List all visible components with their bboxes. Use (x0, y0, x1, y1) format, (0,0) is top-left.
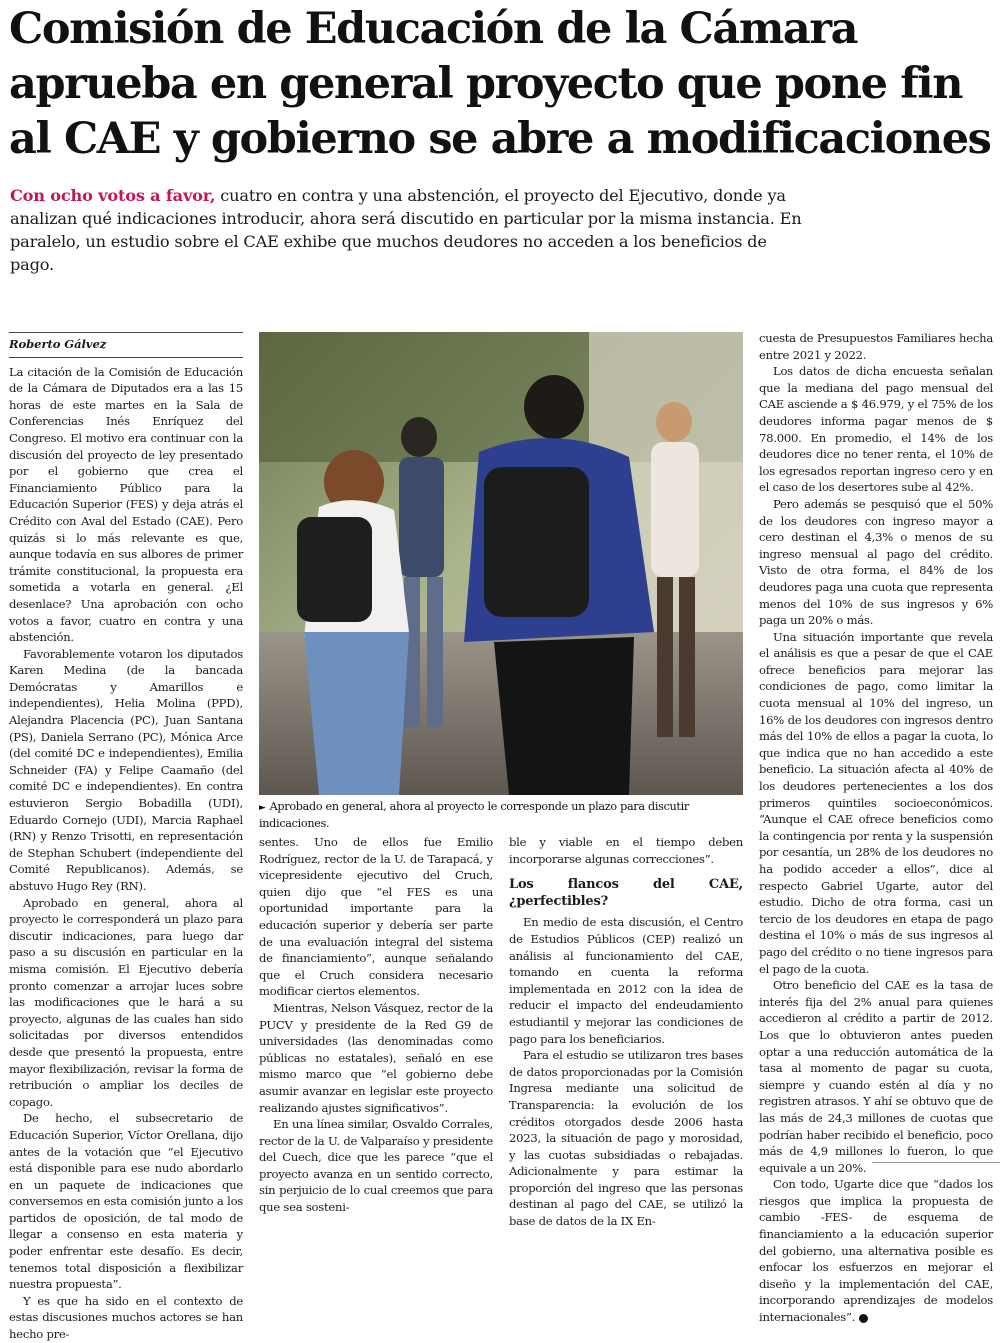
headline-line-3: al CAE y gobierno se abre a modificaciones (9, 114, 991, 164)
col4-paragraph-1: cuesta de Presupuestos Familiares hecha entre 2021 y 2022. (759, 331, 993, 362)
col4-paragraph-5: Otro beneficio del CAE es la tasa de interés fija del 2% anual para quienes accedieron al crédito a partir de 2012. Los que lo obtuvieron antes pueden optar a una reducción automática de la tasa al momento de pagar su cuota, siempre y cuando estén al día y no registren atrasos. Y ahí se obtuvo que de las más de 24,3 millones de cuotas que podrían haber recibido el beneficio, poco más de 4,9 millones lo fueron, lo que equivale a un 20%. (759, 978, 993, 1175)
headline-line-2: aprueba en general proyecto que pone fin (9, 59, 963, 109)
col2-paragraph-2: Mientras, Nelson Vásquez, rector de la PUCV y presidente de la Red G9 de universidades (las denominadas como públicas no estatales), señaló en ese mismo marco que “el gobierno debe asumir avanzar en legislar este proyecto realizando ajustes significativos”. (259, 1000, 493, 1115)
headline-line-1: Comisión de Educación de la Cámara (9, 4, 858, 54)
col3-paragraph-3: Para el estudio se utilizaron tres bases de datos proporcionadas por la Comisión Ingresa mediante una solicitud de Transparencia: la evolución de los créditos otorgados desde 2006 hasta 2023, la situación de pago y morosidad, y las cuotas subsidiadas o rebajadas. Adicionalmente y para estimar la proporción del ingreso que las personas destinan al pago del CAE, se utilizó la base de datos de la IX En- (509, 1048, 743, 1229)
col4-paragraph-6 (759, 1176, 993, 1325)
article-column-1 (9, 332, 243, 1343)
col4-paragraph-6-text: Con todo, Ugarte dice que “dados los riesgos que implica la propuesta de cambio -FES- de esquema de financiamiento a la educación superior del gobierno, una alternativa posible es enfocar los esfuerzos en mejorar el diseño y la implementación del CAE, incorporando aprendizajes de modelos internacionales”. (759, 1177, 993, 1325)
headline (9, 2, 994, 167)
col3-paragraph-2: En medio de esta discusión, el Centro de Estudios Públicos (CEP) realizó un análisis al funcionamiento del CAE, tomando en cuenta la reforma implementada en 2012 con la idea de reducir el impacto del endeudamiento estudiantil y mejorar las condiciones de pago para los beneficiarios. (509, 915, 743, 1046)
col4-paragraph-3: Pero además se pesquisó que el 50% de los deudores con ingreso mayor a cero destinan el 4,3% o menos de su ingreso mensual al pago del crédito. Visto de otra forma, el 84% de los deudores paga una cuota que representa menos del 10% de sus ingresos y 6% paga un 20% o más. (759, 496, 993, 628)
article-column-2 (259, 834, 493, 1216)
caption-text: Aprobado en general, ahora al proyecto le corresponde un plazo para discutir indicaciones. (259, 800, 689, 830)
col4-paragraph-4: Una situación importante que revela el análisis es que a pesar de que el CAE ofrece beneficios para mejorar las condiciones de pago, como limitar la cuota mensual al 10% del ingreso, un 16% de los deudores con ingresos dentro más del 10% de ellos a pagar la cuota, lo que indica que no han accedido a este beneficio. La situación afecta al 40% de los deudores pertenecientes a los dos primeros quintiles socioeconómicos. “Aunque el CAE ofrece beneficios como la contingencia por renta y la suspensión por cesantía, un 28% de los deudores no ha podido acceder a ellos”, dice al respecto Gabriel Ugarte, autor del estudio. Dicho de otra forma, casi un tercio de los deudores en etapa de pago destina el 10% o más de sus ingresos al pago del crédito o no tiene ingresos para el pago de la cuota. (759, 629, 993, 976)
section-subhead: Los flancos del CAE, ¿perfectibles? (509, 877, 743, 909)
bottom-divider (872, 1162, 1000, 1163)
students-walking-illustration (259, 332, 743, 795)
photo-caption (259, 799, 743, 831)
col1-paragraph-1: La citación de la Comisión de Educación de la Cámara de Diputados era a las 15 horas de este martes en la Sala de Conferencias Inés Enríquez del Congreso. El motivo era continuar con la discusión del proyecto de ley presentado por el gobierno que crea el Financiamiento Público para la Educación Superior (FES) y deja atrás el Crédito con Aval del Estado (CAE). Pero quizás si lo más relevante es que, aunque todavía en sus albores de primer trámite constitucional, la propuesta era sometida a votarla en general. ¿El desenlace? Una aprobación con ocho votos a favor, cuatro en contra y una abstención. (9, 364, 243, 645)
article-photo (259, 332, 743, 795)
col1-paragraph-2: Favorablemente votaron los diputados Karen Medina (de la bancada Demócratas y Amarillos e independientes), Helia Molina (PPD), Alejandra Placencia (PC), Juan Santana (PS), Daniela Serrano (PC), Mónica Arce (del comité DC e independientes), Emilia Schneider (FA) y Felipe Caamaño (del comité DC e independientes). En contra estuvieron Sergio Bobadilla (UDI), Eduardo Cornejo (UDI), Marcia Raphael (RN) y Renzo Trisotti, en representación de Stephan Schubert (independiente del Comité Republicanos). Además, se abstuvo Hugo Rey (RN). (9, 646, 243, 893)
col1-paragraph-4: De hecho, el subsecretario de Educación Superior, Víctor Orellana, dijo antes de la votación que “el Ejecutivo está disponible para ese nudo abordarlo en un paquete de indicaciones que conversemos en esta comisión junto a los partidos de oposición, de tal modo de llegar a consenso en esta materia y poder enfrentar este desafío. Es decir, tenemos total disposición a flexibilizar nuestra propuesta”. (9, 1111, 243, 1292)
caption-arrow-icon: ► (259, 803, 266, 813)
lead-text: cuatro en contra y una abstención, el proyecto del Ejecutivo, donde ya analizan qué indicaciones introducir, ahora será discutido en particular por la misma instancia. En paralelo, un estudio sobre el CAE exhibe que muchos deudores no acceden a los beneficios de pago. (10, 186, 802, 274)
article-column-4 (759, 330, 993, 1326)
col2-paragraph-3: En una línea similar, Osvaldo Corrales, rector de la U. de Valparaíso y presidente del Cuech, dice que les parece “que el proyecto avanza en un sentido correcto, sin perjuicio de lo cual creemos que para que sea sosteni- (259, 1117, 493, 1215)
col1-paragraph-5: Y es que ha sido en el contexto de estas discusiones muchos actores se han hecho pre- (9, 1293, 243, 1342)
byline: Roberto Gálvez (9, 332, 243, 358)
col4-paragraph-2: Los datos de dicha encuesta señalan que la mediana del pago mensual del CAE asciende a $ 46.979, y el 75% de los deudores informa pagar menos de $ 78.000. En promedio, el 14% de los deudores dice no tener renta, el 10% de los egresados reportan ingreso cero y en el caso de los desertores sube al 42%. (759, 364, 993, 495)
col1-paragraph-3: Aprobado en general, ahora al proyecto le corresponderá un plazo para discutir indicaciones, para luego dar paso a su discusión en particular en la misma comisión. El Ejecutivo debería pronto comenzar a arrojar luces sobre las modificaciones que le hará a su proyecto, algunas de las cuales han sido solicitadas por diversos entendidos desde que presentó la propuesta, entre mayor flexibilización, revisar la forma de retribución o ampliar los deciles de copago. (9, 895, 243, 1109)
end-of-article-icon (859, 1314, 868, 1323)
lead-paragraph (10, 184, 810, 276)
lead-highlight: Con ocho votos a favor, (10, 186, 216, 205)
article-column-3 (509, 834, 743, 1230)
col2-paragraph-1: sentes. Uno de ellos fue Emilio Rodríguez, rector de la U. de Tarapacá, y vicepresidente ejecutivo del Cruch, quien dijo que “el FES es una oportunidad importante para la educación superior y debería ser parte de una evaluación integral del sistema de financiamiento”, aunque señalando que el Cruch considera necesario modificar ciertos elementos. (259, 835, 493, 999)
col3-paragraph-1: ble y viable en el tiempo deben incorporarse algunas correcciones”. (509, 835, 743, 866)
